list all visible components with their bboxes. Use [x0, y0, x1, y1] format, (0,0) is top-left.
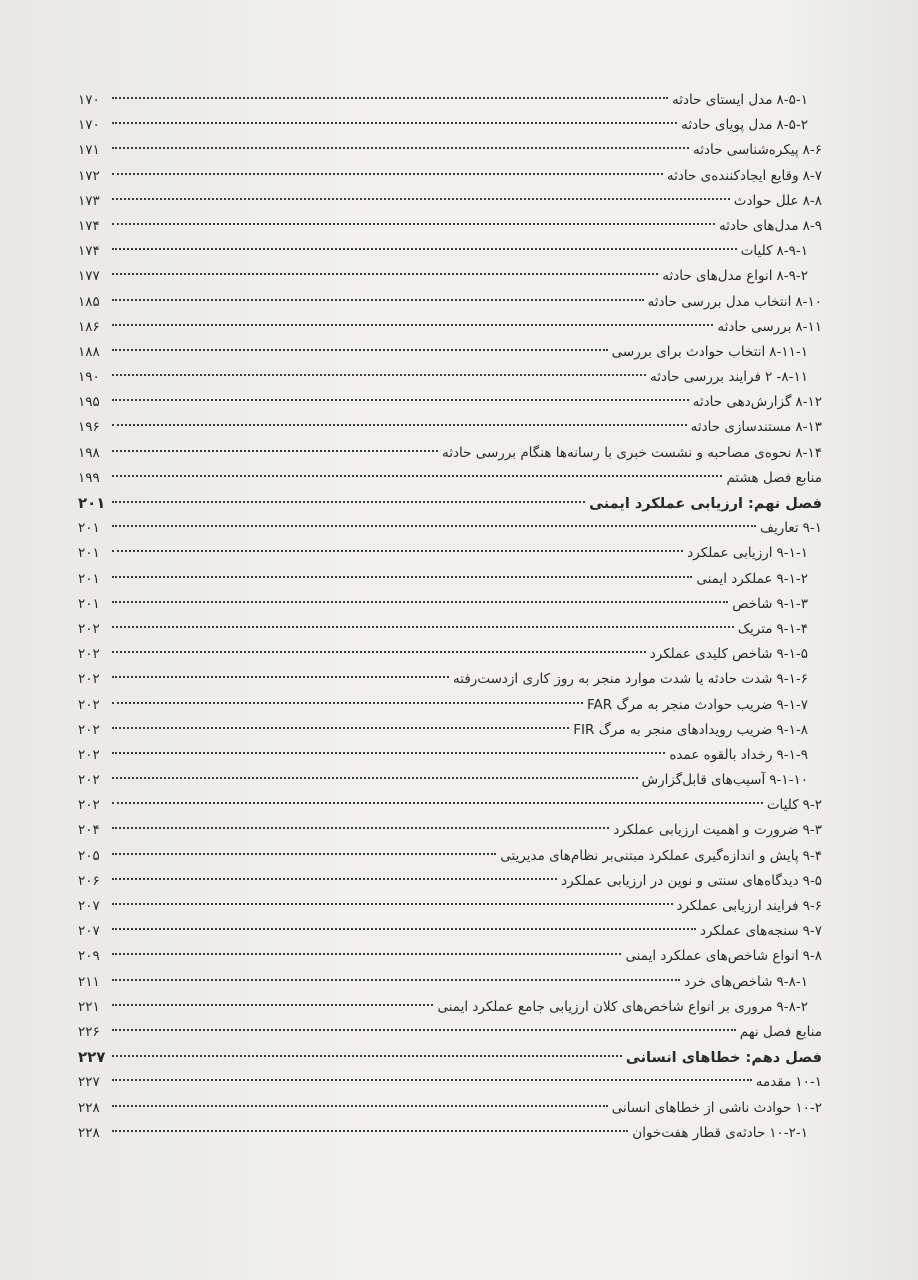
toc-entry-number: ۸-۷ — [802, 167, 822, 184]
toc-entry-title: سنجه‌های عملکرد — [699, 923, 799, 940]
toc-entry-title: دیدگاه‌های سنتی و نوین در ارزیابی عملکرد — [561, 872, 799, 889]
toc-entry[interactable] — [78, 617, 822, 642]
toc-entry[interactable] — [78, 793, 822, 818]
toc-entry[interactable] — [78, 466, 822, 491]
leader-dots — [112, 146, 689, 149]
toc-entry-page: ۱۷۰ — [78, 92, 100, 108]
toc-entry-title: نحوه‌ی مصاحبه و نشست خبری با رسانه‌ها هنگام بررسی حادثه — [441, 444, 792, 461]
toc-entry-number: ۸-۱۰ — [795, 293, 822, 310]
toc-entry-number: ۹-۱-۹ — [776, 746, 808, 763]
toc-entry-number: ۹-۵ — [802, 872, 822, 889]
toc-entry-title: پیکره‌شناسی حادثه — [692, 142, 799, 159]
toc-entry[interactable] — [78, 214, 822, 239]
toc-entry-number: ۸-۸ — [802, 192, 822, 209]
toc-entry-title: تعاریف — [759, 520, 799, 537]
toc-entry-page: ۱۷۰ — [78, 117, 100, 134]
toc-entry[interactable] — [78, 415, 822, 440]
toc-entry-title: علل حوادث — [733, 192, 799, 209]
toc-entry[interactable] — [78, 995, 822, 1020]
leader-dots — [112, 247, 737, 250]
toc-entry-number: ۹-۱ — [802, 520, 822, 537]
leader-dots — [112, 172, 663, 175]
toc-entry-page: ۱۷۴ — [78, 243, 100, 260]
toc-entry-title: آسیب‌های قابل‌گزارش — [641, 772, 766, 789]
toc-entry-title: فصل دهم: خطاهای انسانی — [625, 1050, 822, 1067]
toc-entry[interactable] — [78, 1070, 822, 1095]
toc-entry-title: بررسی حادثه — [717, 318, 792, 335]
toc-entry-page: ۲۱۱ — [78, 973, 100, 990]
toc-entry-number: ۹-۲ — [802, 797, 822, 814]
toc-entry[interactable] — [78, 138, 822, 163]
toc-entry[interactable] — [78, 894, 822, 919]
toc-entry-page: ۲۲۸ — [78, 1124, 100, 1141]
toc-entry-title: ضرورت و اهمیت ارزیابی عملکرد — [613, 822, 799, 839]
toc-entry-page: ۱۷۱ — [78, 142, 100, 159]
toc-entry-number: ۸-۱۴ — [795, 444, 822, 461]
leader-dots — [112, 222, 715, 225]
leader-dots — [112, 751, 665, 754]
toc-entry-number: ۸-۱۱ — [795, 318, 822, 335]
toc-entry-title: انواع شاخص‌های عملکرد ایمنی — [625, 948, 799, 965]
toc-entry-number: ۸-۱۲ — [795, 394, 822, 411]
toc-entry-page: ۲۲۱ — [78, 998, 100, 1015]
leader-dots — [112, 1129, 628, 1132]
toc-entry-page: ۲۰۱ — [78, 494, 106, 512]
leader-dots — [112, 474, 722, 477]
leader-dots — [112, 625, 734, 628]
toc-entry-number: ۹-۱-۱ — [776, 545, 808, 562]
toc-entry[interactable] — [78, 768, 822, 793]
toc-entry[interactable] — [78, 441, 822, 466]
toc-entry-page: ۲۰۱ — [78, 595, 100, 612]
toc-entry-number: ۸-۶ — [802, 142, 822, 159]
toc-entry[interactable] — [78, 919, 822, 944]
toc-entry[interactable] — [78, 693, 822, 718]
leader-dots — [112, 323, 713, 326]
toc-entry[interactable] — [78, 743, 822, 768]
toc-entry[interactable] — [78, 365, 822, 390]
toc-entry[interactable] — [78, 592, 822, 617]
toc-entry-page: ۲۰۲ — [78, 721, 100, 738]
toc-entry-number: ۸-۱۱- ۲ — [764, 369, 808, 386]
toc-entry-page: ۲۰۲ — [78, 696, 100, 713]
toc-entry[interactable] — [78, 113, 822, 138]
toc-entry[interactable] — [78, 818, 822, 843]
toc-entry-number: ۹-۶ — [802, 898, 822, 914]
toc-entry-page: ۲۰۲ — [78, 646, 100, 663]
toc-entry-number: ۹-۱-۲ — [776, 570, 808, 587]
toc-entry-number: ۹-۴ — [802, 847, 822, 864]
toc-entry-page: ۲۰۲ — [78, 620, 100, 637]
toc-entry[interactable] — [78, 844, 822, 869]
leader-dots — [112, 877, 557, 880]
toc-entry[interactable] — [78, 1020, 822, 1045]
leader-dots — [112, 852, 496, 855]
leader-dots — [112, 1028, 736, 1031]
toc-entry[interactable] — [78, 567, 822, 592]
toc-entry[interactable] — [78, 1121, 822, 1146]
leader-dots — [112, 96, 668, 99]
toc-entry-title: حادثه‌ی قطار هفت‌خوان — [632, 1124, 766, 1141]
leader-dots — [112, 726, 569, 729]
leader-dots — [112, 500, 585, 503]
toc-entry-title: مقدمه — [755, 1074, 792, 1091]
leader-dots — [112, 1003, 433, 1006]
toc-entry-title: مستندسازی حادثه — [690, 419, 792, 436]
toc-entry-title: فرایند بررسی حادثه — [650, 369, 761, 386]
toc-entry-title: انتخاب مدل بررسی حادثه — [647, 293, 792, 310]
toc-entry-page: ۲۰۱ — [78, 570, 100, 587]
toc-entry-title: منابع فصل هشتم — [726, 469, 822, 486]
table-of-contents — [78, 88, 822, 1146]
toc-entry-page: ۱۷۲ — [78, 167, 100, 184]
leader-dots — [112, 298, 644, 301]
leader-dots — [112, 902, 673, 905]
toc-entry-number: ۹-۷ — [802, 923, 822, 940]
toc-entry[interactable] — [78, 239, 822, 264]
toc-entry-page: ۱۹۸ — [78, 444, 100, 461]
toc-entry-title: عملکرد ایمنی — [696, 570, 773, 587]
toc-entry-title: کلیات — [766, 797, 799, 814]
toc-entry-page: ۲۰۲ — [78, 671, 100, 688]
leader-dots — [112, 449, 438, 452]
toc-entry-page: ۱۸۶ — [78, 318, 100, 335]
toc-entry-page: ۲۲۸ — [78, 1099, 100, 1116]
leader-dots — [112, 197, 730, 200]
toc-entry-page: ۲۰۹ — [78, 948, 100, 965]
leader-dots — [112, 524, 756, 527]
toc-entry[interactable] — [78, 164, 822, 189]
toc-entry[interactable] — [78, 944, 822, 969]
toc-entry[interactable] — [78, 340, 822, 365]
toc-entry[interactable] — [78, 1096, 822, 1121]
toc-entry-title: مدل پویای حادثه — [681, 117, 773, 134]
toc-entry[interactable] — [78, 315, 822, 340]
toc-entry-number: ۱۰-۲-۱ — [769, 1124, 808, 1141]
toc-entry[interactable] — [78, 189, 822, 214]
leader-dots — [112, 575, 692, 578]
toc-entry-title: فرایند ارزیابی عملکرد — [676, 898, 799, 914]
toc-entry-number: ۹-۱-۶ — [776, 671, 808, 688]
leader-dots — [112, 826, 609, 829]
toc-entry-number: ۹-۱-۱۰ — [769, 772, 808, 789]
toc-entry[interactable] — [78, 1045, 822, 1070]
toc-entry-title: فصل نهم: ارزیابی عملکرد ایمنی — [589, 496, 822, 512]
toc-entry-title: کلیات — [740, 243, 773, 260]
toc-entry-page: ۲۰۷ — [78, 898, 100, 914]
toc-entry[interactable] — [78, 88, 822, 113]
toc-entry-title: ضریب رویدادهای منجر به مرگ FIR — [573, 721, 773, 738]
leader-dots — [112, 600, 728, 603]
toc-entry[interactable] — [78, 390, 822, 415]
toc-entry-title: رخداد بالقوه عمده — [669, 746, 773, 763]
toc-entry-title: مدل ایستای حادثه — [672, 92, 773, 108]
toc-entry-title: گزارش‌دهی حادثه — [692, 394, 792, 411]
toc-entry-page: ۲۰۲ — [78, 772, 100, 789]
toc-entry-title: مروری بر انواع شاخص‌های کلان ارزیابی جامع عملکرد ایمنی — [437, 998, 773, 1015]
toc-entry-title: ضریب حوادث منجر به مرگ FAR — [586, 696, 773, 713]
toc-entry-title: حوادث ناشی از خطاهای انسانی — [611, 1099, 792, 1116]
toc-entry-number: ۸-۹-۱ — [776, 243, 808, 260]
leader-dots — [112, 423, 687, 426]
toc-entry-title: شاخص کلیدی عملکرد — [649, 646, 773, 663]
toc-entry[interactable] — [78, 869, 822, 894]
leader-dots — [112, 675, 449, 678]
toc-entry[interactable] — [78, 667, 822, 692]
toc-entry-number: ۹-۱-۳ — [776, 595, 808, 612]
toc-entry-page: ۱۹۶ — [78, 419, 100, 436]
toc-entry-number: ۸-۱۱-۱ — [769, 343, 808, 360]
toc-entry-number: ۹-۸-۲ — [776, 998, 808, 1015]
toc-entry-title: انواع مدل‌های حادثه — [662, 268, 773, 285]
toc-entry-page: ۱۷۷ — [78, 268, 100, 285]
toc-entry-page: ۲۲۷ — [78, 1048, 106, 1067]
toc-entry-number: ۹-۸ — [802, 948, 822, 965]
leader-dots — [112, 121, 677, 124]
toc-entry-number: ۸-۵-۱ — [776, 92, 808, 108]
toc-entry-page: ۱۹۵ — [78, 394, 100, 411]
toc-entry-page: ۱۸۵ — [78, 293, 100, 310]
toc-entry[interactable] — [78, 970, 822, 995]
toc-entry-number: ۹-۳ — [802, 822, 822, 839]
leader-dots — [112, 549, 683, 552]
toc-entry-page: ۱۷۳ — [78, 192, 100, 209]
toc-entry-title: شدت حادثه یا شدت موارد منجر به روز کاری ازدست‌رفته — [453, 671, 773, 688]
toc-entry-page: ۲۰۲ — [78, 797, 100, 814]
toc-entry[interactable] — [78, 642, 822, 667]
leader-dots — [112, 978, 680, 981]
toc-entry-page: ۲۰۲ — [78, 746, 100, 763]
toc-entry[interactable] — [78, 718, 822, 743]
leader-dots — [112, 398, 689, 401]
leader-dots — [112, 348, 608, 351]
toc-entry-title: منابع فصل نهم — [739, 1023, 822, 1040]
toc-entry-page: ۲۰۵ — [78, 847, 100, 864]
toc-entry[interactable] — [78, 290, 822, 315]
toc-entry-number: ۱۰-۲ — [795, 1099, 822, 1116]
leader-dots — [112, 272, 658, 275]
toc-entry-page: ۱۹۰ — [78, 369, 100, 386]
toc-entry-page: ۲۲۶ — [78, 1023, 100, 1040]
toc-entry[interactable] — [78, 264, 822, 289]
toc-entry-number: ۹-۱-۵ — [776, 646, 808, 663]
toc-entry-page: ۱۸۸ — [78, 343, 100, 360]
leader-dots — [112, 927, 696, 930]
toc-entry-number: ۹-۱-۷ — [776, 696, 808, 713]
toc-entry-page: ۲۲۷ — [78, 1074, 100, 1091]
toc-entry-number: ۸-۵-۲ — [776, 117, 808, 134]
toc-entry-number: ۸-۹ — [802, 217, 822, 234]
toc-entry-title: پایش و اندازه‌گیری عملکرد مبتنی‌بر نظام‌های مدیریتی — [500, 847, 799, 864]
toc-entry-page: ۲۰۷ — [78, 923, 100, 940]
leader-dots — [112, 801, 763, 804]
leader-dots — [112, 776, 638, 779]
toc-entry-page: ۲۰۱ — [78, 520, 100, 537]
leader-dots — [112, 373, 646, 376]
toc-entry[interactable] — [78, 516, 822, 541]
toc-entry-page: ۲۰۴ — [78, 822, 100, 839]
leader-dots — [112, 1104, 608, 1107]
toc-entry-number: ۹-۸-۱ — [776, 973, 808, 990]
toc-entry-page: ۱۷۴ — [78, 217, 100, 234]
toc-entry-number: ۸-۹-۲ — [776, 268, 808, 285]
toc-entry-title: ارزیابی عملکرد — [687, 545, 773, 562]
leader-dots — [112, 1078, 752, 1081]
leader-dots — [112, 701, 583, 704]
toc-entry-number: ۱۰-۱ — [795, 1074, 822, 1091]
toc-entry-title: وقایع ایجادکننده‌ی حادثه — [666, 167, 799, 184]
toc-entry-page: ۱۹۹ — [78, 469, 100, 486]
toc-entry-page: ۲۰۱ — [78, 545, 100, 562]
toc-entry-title: متریک — [737, 620, 773, 637]
toc-entry-number: ۹-۱-۴ — [776, 620, 808, 637]
leader-dots — [112, 1054, 622, 1057]
toc-entry-title: شاخص — [732, 595, 773, 612]
leader-dots — [112, 650, 646, 653]
toc-entry[interactable] — [78, 491, 822, 516]
leader-dots — [112, 952, 621, 955]
toc-entry-title: انتخاب حوادث برای بررسی — [611, 343, 766, 360]
toc-entry-title: شاخص‌های خرد — [684, 973, 773, 990]
toc-entry[interactable] — [78, 541, 822, 566]
toc-entry-number: ۹-۱-۸ — [776, 721, 808, 738]
toc-entry-number: ۸-۱۳ — [795, 419, 822, 436]
toc-entry-page: ۲۰۶ — [78, 872, 100, 889]
toc-entry-title: مدل‌های حادثه — [718, 217, 799, 234]
